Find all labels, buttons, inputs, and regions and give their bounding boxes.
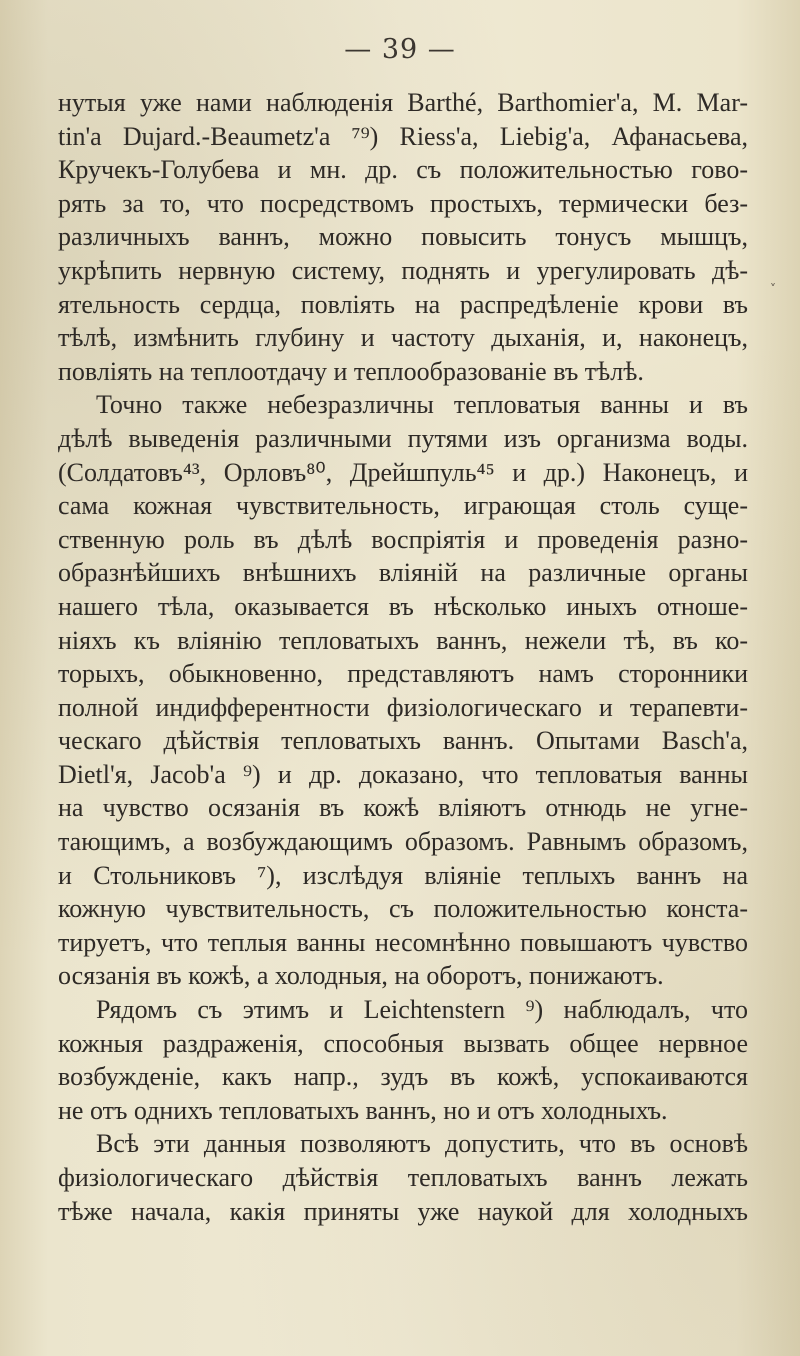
text-line: тѣлѣ, измѣнить глубину и частоту дыханія, и, наконецъ, xyxy=(58,323,748,353)
text-line: возбужденіе, какъ напр., зудъ въ кожѣ, успокаиваются xyxy=(58,1062,748,1092)
text-line: и Стольниковъ ⁷), изслѣдуя вліяніе теплыхъ ваннъ на xyxy=(58,860,748,890)
text-line: осязанія въ кожѣ, а холодныя, на оборотъ, понижаютъ. xyxy=(58,961,664,991)
text-line: нутыя уже нами наблюденія Barthé, Barthomier'а, M. Mar- xyxy=(58,88,748,117)
text-line: Рядомъ съ этимъ и Leichtenstern ⁹) наблюдалъ, что xyxy=(96,995,748,1025)
text-line: рять за то, что посредствомъ простыхъ, термически без- xyxy=(58,188,748,218)
text-line: ніяхъ къ вліянію тепловатыхъ ваннъ, нежели тѣ, въ ко- xyxy=(58,625,748,655)
text-line: tin'a Dujard.-Beaumetz'a ⁷⁹) Riess'a, Liebig'a, Афанасьева, xyxy=(58,121,748,151)
text-line: на чувство осязанія въ кожѣ вліяютъ отнюдь не угне- xyxy=(58,793,748,823)
text-line: кожную чувствительность, съ положительностью конста- xyxy=(58,894,748,924)
text-line: Кручекъ-Голубева и мн. др. съ положительностью гово- xyxy=(58,155,748,185)
text-line: Точно также небезразличны тепловатыя ванны и въ xyxy=(96,390,748,420)
text-line: образнѣйшихъ внѣшнихъ вліяній на различные органы xyxy=(58,558,748,588)
text-line: (Солдатовъ⁴³, Орловъ⁸⁰, Дрейшпуль⁴⁵ и др.) Наконецъ, и xyxy=(58,457,748,487)
text-line: ственную роль въ дѣлѣ воспріятія и проведенія разно- xyxy=(58,524,748,554)
page-number: — 39 — xyxy=(344,34,456,65)
text-line: тируетъ, что теплыя ванны несомнѣнно повышаютъ чувство xyxy=(58,927,748,957)
text-line: ятельность сердца, повліять на распредѣленіе крови въ xyxy=(58,289,748,319)
text-line: торыхъ, обыкновенно, представляютъ намъ сторонники xyxy=(58,659,748,689)
body-text xyxy=(58,86,748,1228)
text-line: кожныя раздраженія, способныя вызвать общее нервное xyxy=(58,1028,748,1058)
text-line: Dietl'я, Jacob'а ⁹) и др. доказано, что тепловатыя ванны xyxy=(58,759,748,789)
text-line: тѣже начала, какія приняты уже наукой для холодныхъ xyxy=(58,1196,748,1226)
text-line: нашего тѣла, оказывается въ нѣсколько иныхъ отноше- xyxy=(58,591,748,621)
text-line: сама кожная чувствительность, играющая столь суще- xyxy=(58,491,748,521)
text-line: повліять на теплоотдачу и теплообразованіе въ тѣлѣ. xyxy=(58,356,644,386)
text-line: Всѣ эти данныя позволяютъ допустить, что въ основѣ xyxy=(96,1129,748,1159)
text-line: дѣлѣ выведенія различными путями изъ организма воды. xyxy=(58,423,748,453)
text-line: ческаго дѣйствія тепловатыхъ ваннъ. Опытами Basch'a, xyxy=(58,726,748,756)
text-line: укрѣпить нервную систему, поднять и урегулировать дѣ- xyxy=(58,255,748,285)
text-line: тающимъ, а возбуждающимъ образомъ. Равнымъ образомъ, xyxy=(58,827,748,857)
text-line: физіологическаго дѣйствія тепловатыхъ ваннъ лежать xyxy=(58,1163,748,1192)
margin-mark: ˬ xyxy=(770,272,776,286)
text-line: различныхъ ваннъ, можно повысить тонусъ мышцъ, xyxy=(58,222,748,252)
text-line: полной индифферентности физіологическаго и терапевти- xyxy=(58,692,748,722)
text-line: не отъ однихъ тепловатыхъ ваннъ, но и отъ холодныхъ. xyxy=(58,1095,668,1125)
